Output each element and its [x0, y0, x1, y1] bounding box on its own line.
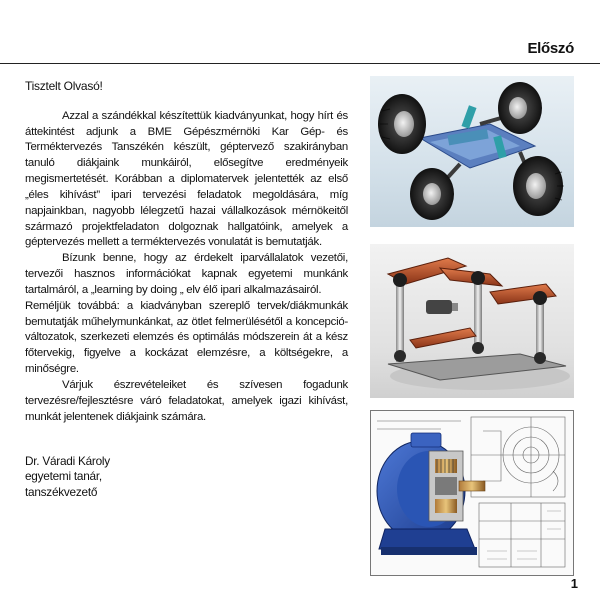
- section-title: Előszó: [527, 40, 574, 57]
- robot-arm-mechanism-render-icon: [370, 244, 574, 398]
- paragraph-trust: Bízunk benne, hogy az érdekelt iparvállalatok vezetői, tervezői hasznos információkat kapnak egyetemi munkánk tartalmáról, a „learning by doing „ elv élő ipari alkalmazásairól.: [25, 252, 348, 296]
- header-divider: [0, 63, 600, 64]
- gearbox-drawing-render-icon: [371, 411, 573, 575]
- signature-role: tanszékvezető: [25, 485, 98, 500]
- page-number: 1: [570, 576, 578, 591]
- paragraph-intro: Azzal a szándékkal készítettük kiadványunkat, hogy hírt és áttekintést adjunk a BME Gépészmérnöki Kar Gép- és Terméktervezés Tanszékén készült, géptervező szakirányban tanuló diákjaink munkáiról, elősegítve eredményeik megismertetését. Korábban a diplomatervek jelentették az első „éles kihívást” ipari tervezési feladatok megoldására, míg napjainkban, nagyobb lélegzetű hazai vállalkozások mérnökeitől származó projektfeladaton dolgoznak hallgatóink, amelyek a géptervezés mellett a terméktervezés vonulatát is bemutatják.: [25, 109, 348, 249]
- robot-mechanism-image: [370, 244, 574, 398]
- signature-block: [25, 454, 348, 501]
- greeting: Tisztelt Olvasó!: [25, 79, 103, 93]
- paragraph-hope: Reméljük továbbá: a kiadványban szereplő tervek/diákmunkák bemutatják műhelymunkánkat, az ötlet felmerülésétől a koncepció-változatok, szerkezeti elemzés és optimálás módszerein át a kész főtervekig, figyelve a kockázat elemzésre, a költségekre, a minőségre.: [25, 299, 348, 376]
- signature-title: egyetemi tanár,: [25, 469, 102, 484]
- paragraph-invite: Várjuk észrevételeiket és szívesen fogadunk tervezésre/fejlesztésre váró feladatokat, amelyek igazi kihívást, munkát jelentenek diákjaink számára.: [25, 379, 348, 423]
- letter-body: [25, 78, 348, 501]
- signature-name: Dr. Váradi Károly: [25, 453, 110, 468]
- gearbox-drawing-image: [370, 410, 574, 576]
- vehicle-suspension-render-icon: [370, 76, 574, 227]
- vehicle-suspension-image: [370, 76, 574, 227]
